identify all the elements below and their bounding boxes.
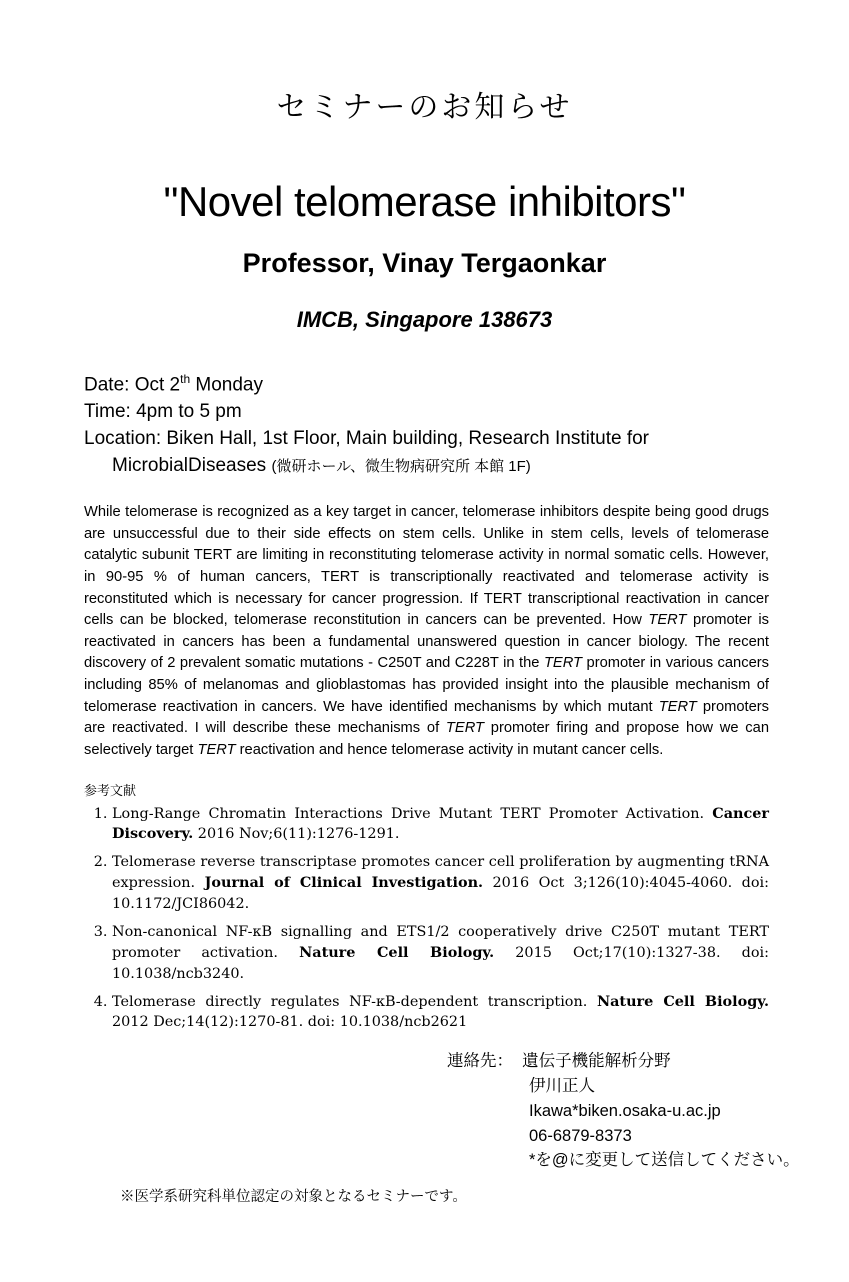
reference-journal: Cancer Discovery.	[112, 804, 769, 843]
speaker-affiliation: IMCB, Singapore 138673	[296, 307, 553, 332]
event-time: Time: 4pm to 5 pm	[84, 401, 242, 423]
event-location-line-2	[84, 453, 769, 480]
list-item	[112, 804, 769, 846]
references-label: 参考文献	[84, 783, 137, 799]
contact-department: 遺伝子機能解析分野	[522, 1052, 671, 1071]
abstract-seg-2: promoter is reactivated in cancers has been a fundamental unanswered question in cancer biology. The recent discovery of 2 prevalent somatic mutations - C250T and C228T in the	[84, 612, 769, 672]
reference-list	[0, 804, 849, 1034]
reference-citation: 2015 Oct;17(10):1327-38. doi: 10.1038/ncb3240.	[112, 944, 769, 982]
abstract-seg-4: promoters are reactivated. I will describe these mechanisms of	[84, 698, 770, 737]
reference-citation: 2016 Nov;6(11):1276-1291.	[193, 826, 400, 843]
list-item	[112, 922, 769, 985]
event-location-line-1: Location: Biken Hall, 1st Floor, Main building, Research Institute for	[84, 428, 650, 450]
event-date-prefix: Date: Oct 2	[84, 374, 181, 396]
credit-footnote: ※医学系研究科単位認定の対象となるセミナーです。	[120, 1189, 467, 1206]
reference-journal: Nature Cell Biology.	[299, 943, 495, 961]
event-details	[0, 371, 849, 480]
abstract-gene-1: TERT	[648, 612, 687, 629]
contact-label: 連絡先：	[447, 1052, 513, 1071]
speaker-name: Professor, Vinay Tergaonkar	[242, 248, 607, 278]
abstract-gene-3: TERT	[658, 698, 697, 715]
reference-title: Telomerase reverse transcriptase promotes cancer cell proliferation by augmenting tRNA expression.	[112, 854, 769, 892]
abstract-gene-4: TERT	[445, 720, 485, 737]
list-item	[112, 852, 769, 915]
reference-title: Telomerase directly regulates NF-κB-dependent transcription.	[112, 993, 597, 1010]
reference-citation: 2016 Oct 3;126(10):4045-4060. doi: 10.1172/JCI86042.	[112, 875, 769, 913]
event-date-ordinal: th	[180, 372, 191, 386]
contact-phone: 06-6879-8373	[529, 1126, 632, 1145]
contact-email-note: *を@に変更して送信してください。	[529, 1151, 800, 1170]
reference-citation: 2012 Dec;14(12):1270-81. doi: 10.1038/ncb2621	[112, 1014, 468, 1031]
talk-title: "Novel telomerase inhibitors"	[163, 178, 686, 225]
abstract-gene-5: TERT	[197, 741, 236, 758]
event-location-jp: (微研ホール、微生物病研究所 本館 1F)	[271, 458, 531, 476]
reference-journal: Journal of Clinical Investigation.	[204, 874, 484, 892]
abstract-text	[0, 502, 849, 761]
reference-title: Long-Range Chromatin Interactions Drive Mutant TERT Promoter Activation.	[112, 805, 713, 822]
seminar-poster	[0, 82, 849, 1282]
abstract-seg-3: promoter in various cancers including 85% of melanomas and glioblastomas has provided insight into the plausible mechanism of telomerase reactivation in cancers. We have identified mechanisms by which mutant	[84, 655, 769, 715]
contact-person: 伊川正人	[529, 1077, 595, 1096]
abstract-seg-6: reactivation and hence telomerase activity in mutant cancer cells.	[235, 741, 664, 758]
abstract-gene-2: TERT	[543, 655, 583, 672]
contact-block	[0, 1049, 849, 1173]
contact-email: Ikawa*biken.osaka-u.ac.jp	[529, 1101, 721, 1120]
reference-journal: Nature Cell Biology.	[596, 992, 769, 1010]
abstract-seg-1: While telomerase is recognized as a key target in cancer, telomerase inhibitors despite being good drugs are unsuccessful due to their side effects on stem cells. Unlike in stem cells, levels of telomerase catalytic subunit TERT are limiting in reconstituting telomerase activity in normal somatic cells. However, in 90-95 % of human cancers, TERT is transcriptionally reactivated and telomerase activity is reconstituted which is necessary for cancer progression. If TERT transcriptional reactivation in cancer cells can be blocked, telomerase reconstitution in cancers can be prevented. How	[84, 504, 769, 629]
reference-title: Non-canonical NF-κB signalling and ETS1/2 cooperatively drive C250T mutant TERT promoter activation.	[112, 923, 769, 961]
event-location-en: MicrobialDiseases	[112, 455, 272, 477]
contact-row-department	[447, 1049, 849, 1074]
abstract-seg-5: promoter firing and propose how we can selectively target	[84, 720, 769, 758]
list-item	[112, 992, 769, 1034]
event-date-suffix: Monday	[190, 374, 263, 396]
notice-heading: セミナーのお知らせ	[276, 90, 573, 125]
event-date	[84, 371, 769, 399]
